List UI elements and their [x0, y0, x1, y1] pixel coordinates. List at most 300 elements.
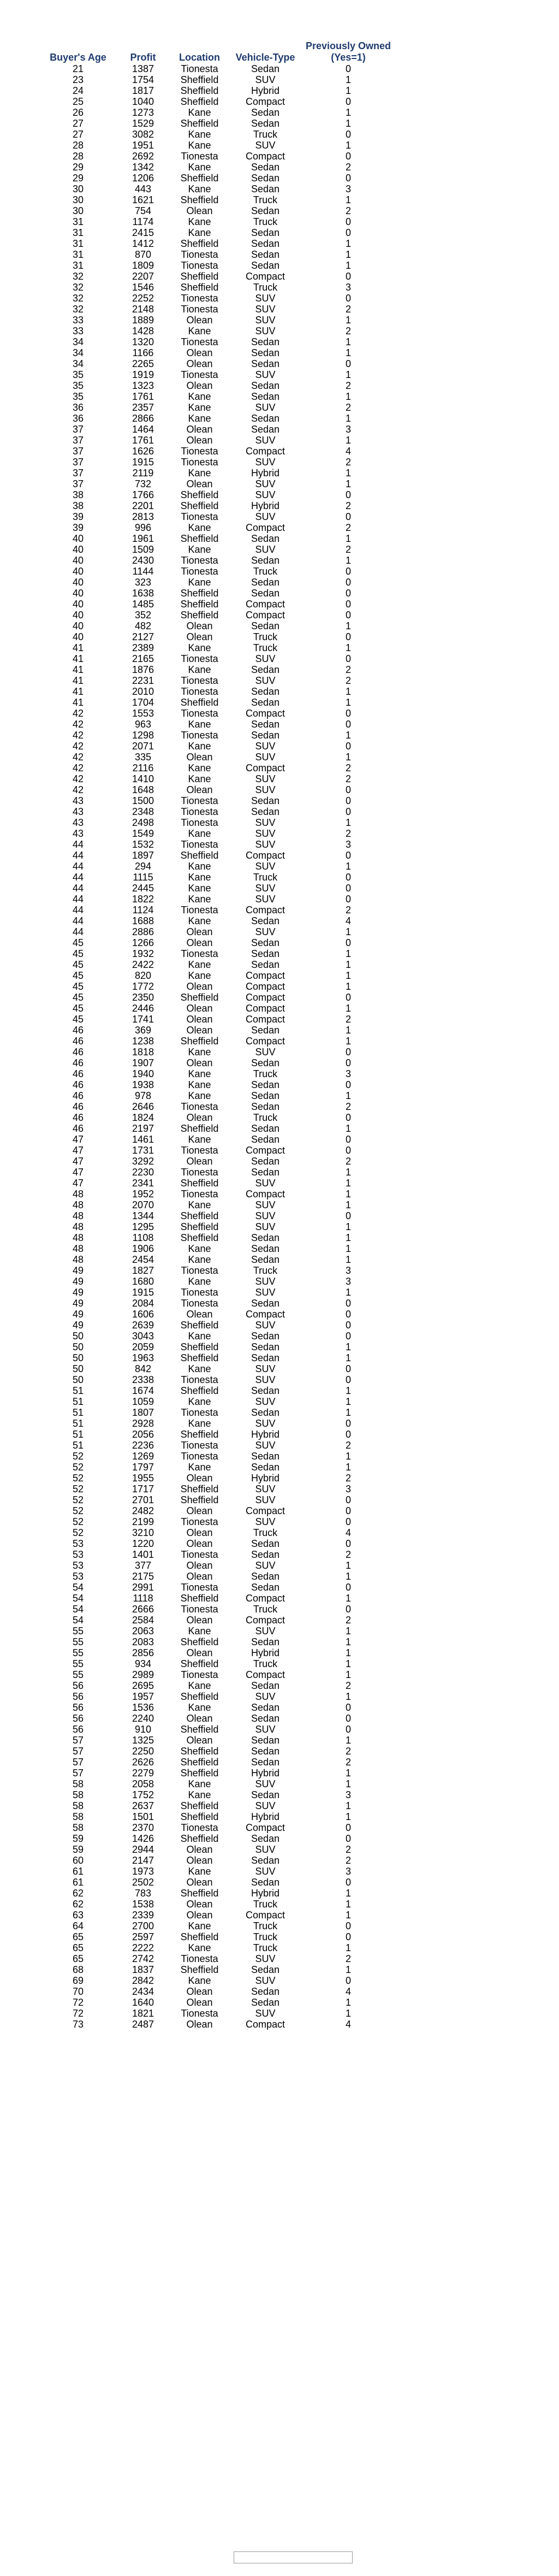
cell-age: 47: [72, 1134, 84, 1145]
table-row: [38, 468, 397, 478]
table-row: [38, 1484, 397, 1494]
cell-location: Olean: [186, 1156, 213, 1167]
cell-profit: 1040: [132, 96, 154, 107]
cell-age: 56: [72, 1713, 84, 1724]
cell-location: Tionesta: [181, 806, 218, 817]
cell-vehicle-type: Compact: [245, 1036, 286, 1047]
cell-location: Olean: [186, 1057, 213, 1068]
cell-profit: 1410: [132, 773, 154, 784]
cell-location: Sheffield: [180, 1232, 219, 1243]
cell-previously-owned: 0: [345, 992, 351, 1003]
cell-profit: 2692: [132, 151, 154, 162]
cell-vehicle-type: Compact: [245, 1309, 286, 1320]
table-row: [38, 74, 397, 85]
table-row: [38, 304, 397, 315]
cell-vehicle-type: SUV: [255, 489, 276, 500]
cell-vehicle-type: Compact: [245, 1593, 286, 1604]
cell-age: 41: [72, 664, 84, 675]
cell-vehicle-type: Sedan: [251, 1713, 280, 1724]
table-row: [38, 1309, 397, 1320]
cell-age: 72: [72, 1997, 84, 2008]
cell-location: Kane: [188, 522, 211, 533]
cell-previously-owned: 2: [345, 1440, 351, 1451]
cell-location: Tionesta: [181, 1604, 218, 1615]
cell-vehicle-type: SUV: [255, 435, 276, 446]
cell-profit: 2147: [132, 1855, 154, 1866]
cell-previously-owned: 0: [345, 271, 351, 282]
cell-location: Sheffield: [180, 599, 219, 610]
cell-previously-owned: 0: [345, 872, 351, 883]
cell-location: Kane: [188, 1331, 211, 1342]
cell-location: Sheffield: [180, 1768, 219, 1779]
cell-vehicle-type: Compact: [245, 1145, 286, 1156]
cell-previously-owned: 2: [345, 500, 351, 511]
cell-vehicle-type: SUV: [255, 1844, 276, 1855]
cell-age: 51: [72, 1385, 84, 1396]
cell-age: 37: [72, 446, 84, 457]
cell-age: 41: [72, 642, 84, 653]
cell-location: Kane: [188, 391, 211, 402]
table-row: [38, 216, 397, 227]
cell-location: Kane: [188, 642, 211, 653]
cell-location: Kane: [188, 1068, 211, 1079]
cell-previously-owned: 2: [345, 1101, 351, 1112]
cell-vehicle-type: Sedan: [251, 1746, 280, 1757]
cell-location: Kane: [188, 129, 211, 140]
cell-age: 72: [72, 2008, 84, 2019]
cell-profit: 1648: [132, 784, 154, 795]
cell-profit: 1387: [132, 63, 154, 74]
cell-previously-owned: 0: [345, 489, 351, 500]
cell-age: 42: [72, 708, 84, 719]
cell-location: Sheffield: [180, 1036, 219, 1047]
cell-age: 58: [72, 1779, 84, 1789]
cell-age: 65: [72, 1942, 84, 1953]
table-row: [38, 380, 397, 391]
table-row: [38, 238, 397, 249]
cell-profit: 2252: [132, 293, 154, 304]
cell-profit: 1640: [132, 1997, 154, 2008]
cell-profit: 2487: [132, 2019, 154, 2030]
cell-age: 45: [72, 948, 84, 959]
table-row: [38, 1986, 397, 1997]
table-row: [38, 653, 397, 664]
cell-previously-owned: 0: [345, 599, 351, 610]
cell-age: 41: [72, 653, 84, 664]
table-row: [38, 402, 397, 413]
cell-vehicle-type: SUV: [255, 74, 276, 85]
table-row: [38, 806, 397, 817]
cell-profit: 820: [134, 970, 152, 981]
cell-previously-owned: 2: [345, 905, 351, 915]
cell-vehicle-type: Truck: [253, 1658, 278, 1669]
cell-previously-owned: 4: [345, 446, 351, 457]
cell-age: 31: [72, 216, 84, 227]
cell-age: 32: [72, 271, 84, 282]
cell-profit: 2348: [132, 806, 154, 817]
cell-location: Kane: [188, 1047, 211, 1057]
cell-age: 46: [72, 1047, 84, 1057]
cell-location: Kane: [188, 1942, 211, 1953]
cell-location: Tionesta: [181, 686, 218, 697]
cell-age: 45: [72, 1014, 84, 1025]
cell-profit: 1536: [132, 1702, 154, 1713]
cell-previously-owned: 2: [345, 162, 351, 173]
cell-previously-owned: 0: [345, 719, 351, 730]
cell-location: Sheffield: [180, 271, 219, 282]
cell-age: 59: [72, 1844, 84, 1855]
cell-vehicle-type: Truck: [253, 1112, 278, 1123]
table-row: [38, 1156, 397, 1167]
cell-profit: 2058: [132, 1779, 154, 1789]
cell-location: Sheffield: [180, 1221, 219, 1232]
cell-location: Kane: [188, 1276, 211, 1287]
cell-location: Sheffield: [180, 1210, 219, 1221]
cell-vehicle-type: Sedan: [251, 1331, 280, 1342]
cell-location: Sheffield: [180, 1429, 219, 1440]
cell-age: 48: [72, 1232, 84, 1243]
cell-previously-owned: 1: [345, 948, 351, 959]
cell-previously-owned: 1: [345, 642, 351, 653]
cell-profit: 2119: [132, 468, 154, 478]
cell-previously-owned: 2: [345, 544, 351, 555]
cell-previously-owned: 1: [345, 435, 351, 446]
table-row: [38, 631, 397, 642]
cell-age: 46: [72, 1025, 84, 1036]
cell-age: 45: [72, 1003, 84, 1014]
cell-vehicle-type: Compact: [245, 1003, 286, 1014]
cell-previously-owned: 0: [345, 293, 351, 304]
cell-previously-owned: 0: [345, 883, 351, 894]
table-row: [38, 1210, 397, 1221]
cell-location: Kane: [188, 773, 211, 784]
table-row: [38, 850, 397, 861]
cell-profit: 1940: [132, 1068, 154, 1079]
table-row: [38, 1811, 397, 1822]
cell-profit: 1059: [132, 1396, 154, 1407]
cell-location: Olean: [186, 926, 213, 937]
cell-profit: 1772: [132, 981, 154, 992]
table-row: [38, 1134, 397, 1145]
cell-profit: 2445: [132, 883, 154, 894]
cell-location: Tionesta: [181, 1549, 218, 1560]
cell-location: Sheffield: [180, 173, 219, 184]
table-row: [38, 1429, 397, 1440]
cell-profit: 1426: [132, 1833, 154, 1844]
cell-location: Sheffield: [180, 1833, 219, 1844]
cell-age: 49: [72, 1276, 84, 1287]
cell-vehicle-type: Hybrid: [251, 1888, 280, 1899]
cell-previously-owned: 1: [345, 315, 351, 326]
table-row: [38, 184, 397, 194]
table-row: [38, 358, 397, 369]
cell-vehicle-type: Sedan: [251, 915, 280, 926]
cell-previously-owned: 1: [345, 1647, 351, 1658]
table-row: [38, 839, 397, 850]
cell-age: 55: [72, 1626, 84, 1636]
table-row: [38, 1953, 397, 1964]
cell-vehicle-type: Sedan: [251, 664, 280, 675]
cell-vehicle-type: Sedan: [251, 1735, 280, 1746]
cell-vehicle-type: Truck: [253, 631, 278, 642]
cell-location: Tionesta: [181, 1669, 218, 1680]
cell-previously-owned: 1: [345, 1254, 351, 1265]
cell-location: Sheffield: [180, 1320, 219, 1331]
cell-age: 46: [72, 1068, 84, 1079]
cell-previously-owned: 1: [345, 1779, 351, 1789]
table-row: [38, 1899, 397, 1910]
header-location: Location: [179, 52, 220, 63]
table-row: [38, 249, 397, 260]
cell-vehicle-type: SUV: [255, 140, 276, 151]
cell-age: 56: [72, 1702, 84, 1713]
cell-vehicle-type: SUV: [255, 1866, 276, 1877]
cell-previously-owned: 1: [345, 1691, 351, 1702]
cell-profit: 2084: [132, 1298, 154, 1309]
cell-profit: 1821: [132, 2008, 154, 2019]
table-row: [38, 828, 397, 839]
table-row: [38, 1123, 397, 1134]
cell-location: Kane: [188, 1975, 211, 1986]
cell-location: Kane: [188, 544, 211, 555]
cell-vehicle-type: Compact: [245, 96, 286, 107]
table-row: [38, 959, 397, 970]
cell-profit: 1919: [132, 369, 154, 380]
cell-age: 53: [72, 1560, 84, 1571]
table-row: [38, 784, 397, 795]
cell-profit: 369: [134, 1025, 152, 1036]
table-row: [38, 905, 397, 915]
cell-profit: 2989: [132, 1669, 154, 1680]
table-row: [38, 391, 397, 402]
cell-previously-owned: 4: [345, 1527, 351, 1538]
cell-location: Olean: [186, 424, 213, 435]
cell-location: Sheffield: [180, 282, 219, 293]
table-row: [38, 336, 397, 347]
cell-previously-owned: 0: [345, 631, 351, 642]
cell-vehicle-type: Compact: [245, 850, 286, 861]
cell-age: 44: [72, 915, 84, 926]
cell-profit: 1323: [132, 380, 154, 391]
cell-profit: 2083: [132, 1636, 154, 1647]
cell-profit: 294: [134, 861, 152, 872]
cell-previously-owned: 1: [345, 1342, 351, 1352]
blank-input-box[interactable]: [234, 2551, 353, 2563]
cell-previously-owned: 0: [345, 1582, 351, 1593]
cell-location: Tionesta: [181, 839, 218, 850]
cell-profit: 2434: [132, 1986, 154, 1997]
cell-location: Kane: [188, 1090, 211, 1101]
cell-age: 37: [72, 424, 84, 435]
cell-profit: 1295: [132, 1221, 154, 1232]
cell-previously-owned: 3: [345, 1265, 351, 1276]
cell-vehicle-type: Compact: [245, 1014, 286, 1025]
cell-vehicle-type: Truck: [253, 642, 278, 653]
cell-age: 55: [72, 1647, 84, 1658]
cell-profit: 1238: [132, 1036, 154, 1047]
table-row: [38, 1047, 397, 1057]
cell-profit: 377: [134, 1560, 152, 1571]
cell-profit: 2666: [132, 1604, 154, 1615]
cell-age: 40: [72, 621, 84, 631]
cell-location: Kane: [188, 1079, 211, 1090]
cell-profit: 1680: [132, 1276, 154, 1287]
cell-location: Sheffield: [180, 1494, 219, 1505]
cell-age: 40: [72, 544, 84, 555]
cell-previously-owned: 1: [345, 1811, 351, 1822]
table-row: [38, 861, 397, 872]
cell-age: 44: [72, 905, 84, 915]
cell-age: 32: [72, 304, 84, 315]
cell-age: 44: [72, 861, 84, 872]
cell-profit: 1220: [132, 1538, 154, 1549]
cell-previously-owned: 0: [345, 1931, 351, 1942]
cell-location: Olean: [186, 1713, 213, 1724]
cell-vehicle-type: Truck: [253, 129, 278, 140]
cell-previously-owned: 1: [345, 1636, 351, 1647]
cell-location: Kane: [188, 140, 211, 151]
cell-location: Tionesta: [181, 1582, 218, 1593]
cell-location: Olean: [186, 784, 213, 795]
cell-age: 52: [72, 1451, 84, 1462]
cell-location: Tionesta: [181, 1298, 218, 1309]
cell-previously-owned: 0: [345, 1822, 351, 1833]
cell-location: Kane: [188, 719, 211, 730]
cell-profit: 2430: [132, 555, 154, 566]
cell-previously-owned: 1: [345, 260, 351, 271]
table-row: [38, 817, 397, 828]
cell-age: 47: [72, 1145, 84, 1156]
cell-age: 40: [72, 566, 84, 577]
cell-previously-owned: 0: [345, 1079, 351, 1090]
cell-profit: 2928: [132, 1418, 154, 1429]
table-row: [38, 1396, 397, 1407]
cell-vehicle-type: Sedan: [251, 577, 280, 588]
table-row: [38, 544, 397, 555]
cell-vehicle-type: Sedan: [251, 227, 280, 238]
cell-profit: 2279: [132, 1768, 154, 1779]
cell-profit: 323: [134, 577, 152, 588]
cell-profit: 1906: [132, 1243, 154, 1254]
cell-age: 57: [72, 1746, 84, 1757]
cell-profit: 2265: [132, 358, 154, 369]
cell-vehicle-type: Sedan: [251, 1636, 280, 1647]
cell-vehicle-type: Sedan: [251, 948, 280, 959]
cell-age: 56: [72, 1680, 84, 1691]
table-row: [38, 1626, 397, 1636]
cell-age: 27: [72, 118, 84, 129]
table-row: [38, 227, 397, 238]
cell-vehicle-type: SUV: [255, 402, 276, 413]
table-row: [38, 686, 397, 697]
cell-vehicle-type: SUV: [255, 1047, 276, 1057]
cell-vehicle-type: Sedan: [251, 806, 280, 817]
cell-age: 49: [72, 1309, 84, 1320]
cell-vehicle-type: Sedan: [251, 697, 280, 708]
cell-location: Sheffield: [180, 1800, 219, 1811]
cell-age: 41: [72, 686, 84, 697]
cell-vehicle-type: SUV: [255, 1626, 276, 1636]
table-row: [38, 1921, 397, 1931]
table-row: [38, 1560, 397, 1571]
cell-location: Tionesta: [181, 675, 218, 686]
cell-previously-owned: 1: [345, 1658, 351, 1669]
table-row: [38, 1931, 397, 1942]
table-row: [38, 1178, 397, 1189]
cell-previously-owned: 2: [345, 1156, 351, 1167]
cell-age: 48: [72, 1254, 84, 1265]
table-row: [38, 1232, 397, 1243]
table-row: [38, 795, 397, 806]
cell-previously-owned: 1: [345, 413, 351, 424]
cell-location: Kane: [188, 1680, 211, 1691]
cell-previously-owned: 2: [345, 457, 351, 468]
cell-vehicle-type: Hybrid: [251, 1473, 280, 1484]
cell-vehicle-type: Hybrid: [251, 1811, 280, 1822]
cell-profit: 2454: [132, 1254, 154, 1265]
cell-profit: 2222: [132, 1942, 154, 1953]
cell-vehicle-type: SUV: [255, 741, 276, 752]
cell-age: 36: [72, 402, 84, 413]
cell-location: Tionesta: [181, 249, 218, 260]
cell-previously-owned: 1: [345, 1123, 351, 1134]
cell-location: Tionesta: [181, 293, 218, 304]
cell-profit: 1501: [132, 1811, 154, 1822]
table-row: [38, 1757, 397, 1768]
table-row: [38, 1877, 397, 1888]
cell-vehicle-type: SUV: [255, 2008, 276, 2019]
cell-previously-owned: 4: [345, 915, 351, 926]
cell-location: Kane: [188, 326, 211, 336]
table-row: [38, 1276, 397, 1287]
cell-profit: 1166: [132, 347, 154, 358]
table-row: [38, 1593, 397, 1604]
cell-age: 30: [72, 184, 84, 194]
table-row: [38, 1374, 397, 1385]
cell-profit: 963: [134, 719, 152, 730]
cell-vehicle-type: Sedan: [251, 1232, 280, 1243]
cell-previously-owned: 1: [345, 1560, 351, 1571]
cell-location: Kane: [188, 741, 211, 752]
table-row: [38, 926, 397, 937]
cell-location: Olean: [186, 1527, 213, 1538]
cell-age: 27: [72, 129, 84, 140]
cell-vehicle-type: Sedan: [251, 1986, 280, 1997]
cell-age: 48: [72, 1210, 84, 1221]
cell-profit: 352: [134, 610, 152, 621]
table-row: [38, 1363, 397, 1374]
cell-profit: 978: [134, 1090, 152, 1101]
cell-profit: 443: [134, 184, 152, 194]
table-row: [38, 1768, 397, 1779]
table-row: [38, 1746, 397, 1757]
cell-location: Olean: [186, 621, 213, 631]
cell-profit: 1638: [132, 588, 154, 599]
table-row: [38, 140, 397, 151]
cell-vehicle-type: Sedan: [251, 621, 280, 631]
cell-vehicle-type: Sedan: [251, 118, 280, 129]
cell-previously-owned: 1: [345, 391, 351, 402]
table-row: [38, 1855, 397, 1866]
cell-previously-owned: 1: [345, 981, 351, 992]
cell-vehicle-type: Sedan: [251, 173, 280, 184]
cell-previously-owned: 3: [345, 184, 351, 194]
cell-age: 25: [72, 96, 84, 107]
cell-location: Tionesta: [181, 1167, 218, 1178]
table-row: [38, 1101, 397, 1112]
table-row: [38, 293, 397, 304]
cell-profit: 1485: [132, 599, 154, 610]
